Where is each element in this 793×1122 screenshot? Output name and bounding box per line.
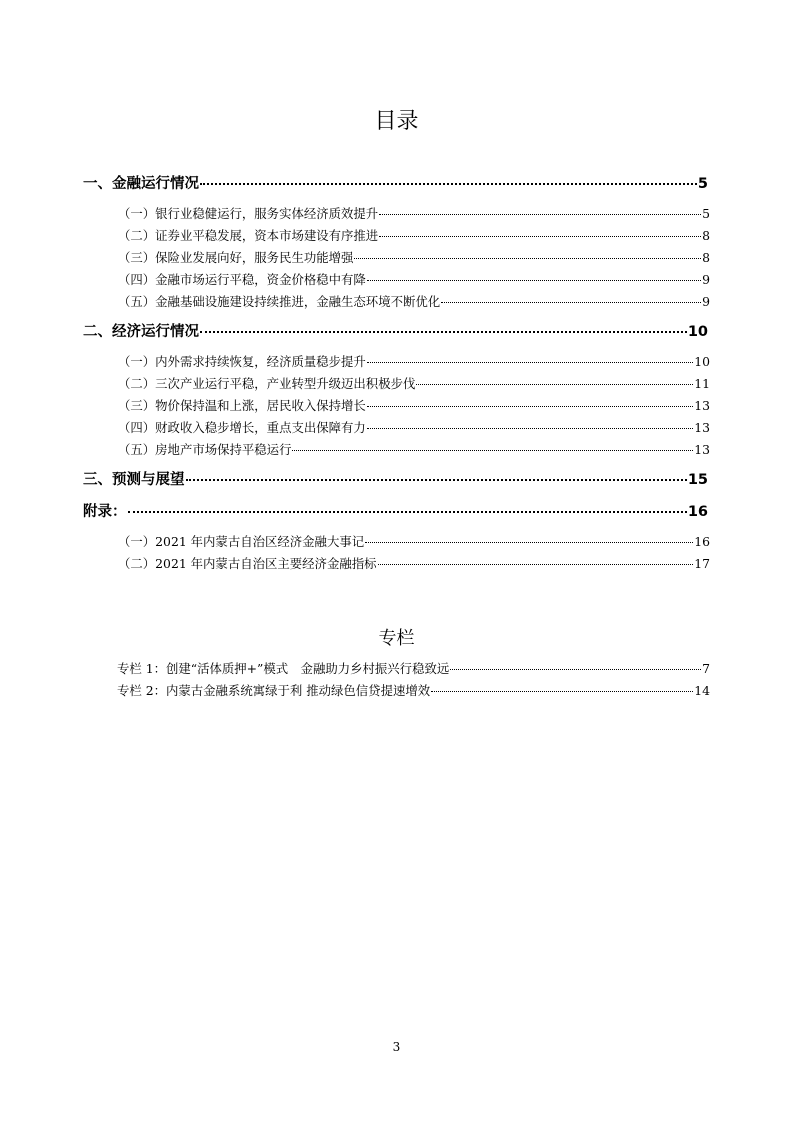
dot-leader bbox=[200, 331, 687, 333]
column-title: 专栏 bbox=[378, 628, 415, 649]
dot-leader bbox=[367, 362, 693, 363]
toc-item-2-4[interactable] bbox=[118, 418, 710, 436]
toc-section-3-page: 15 bbox=[687, 472, 708, 488]
toc-item-appendix-2[interactable] bbox=[118, 554, 710, 572]
toc-item-appendix-1-text: （一）2021 年内蒙古自治区经济金融大事记 bbox=[118, 534, 365, 549]
dot-leader bbox=[416, 384, 693, 385]
column-item-1[interactable] bbox=[117, 659, 710, 677]
toc-item-2-4-text: （四）财政收入稳步增长，重点支出保障有力 bbox=[118, 420, 366, 435]
toc-item-1-2-page: 8 bbox=[702, 228, 710, 243]
toc-item-2-4-page: 13 bbox=[694, 420, 710, 435]
toc-item-appendix-2-text: （二）2021 年内蒙古自治区主要经济金融指标 bbox=[118, 556, 377, 571]
toc-item-1-5-page: 9 bbox=[702, 294, 710, 309]
toc-section-1[interactable] bbox=[83, 172, 708, 193]
dot-leader bbox=[365, 542, 693, 543]
dot-leader bbox=[431, 691, 693, 692]
toc-section-3-text: 三、预测与展望 bbox=[83, 472, 185, 488]
toc-item-1-2-text: （二）证券业平稳发展，资本市场建设有序推进 bbox=[118, 228, 379, 243]
toc-item-1-3-text: （三）保险业发展向好，服务民生功能增强 bbox=[118, 250, 354, 265]
toc-item-1-1[interactable] bbox=[118, 204, 710, 222]
toc-item-2-1-page: 10 bbox=[694, 354, 710, 369]
toc-section-1-text: 一、金融运行情况 bbox=[83, 176, 199, 192]
toc-item-1-2[interactable] bbox=[118, 226, 710, 244]
dot-leader bbox=[379, 236, 701, 237]
toc-section-2[interactable] bbox=[83, 320, 708, 341]
toc-item-1-3-page: 8 bbox=[702, 250, 710, 265]
toc-section-1-page: 5 bbox=[697, 176, 708, 192]
toc-section-3[interactable] bbox=[83, 468, 708, 489]
toc-item-1-4-text: （四）金融市场运行平稳，资金价格稳中有降 bbox=[118, 272, 366, 287]
dot-leader bbox=[354, 258, 701, 259]
toc-item-appendix-1[interactable] bbox=[118, 532, 710, 550]
toc-item-1-5-text: （五）金融基础设施建设持续推进，金融生态环境不断优化 bbox=[118, 294, 441, 309]
dot-leader bbox=[128, 511, 687, 513]
column-item-1-page: 7 bbox=[702, 661, 710, 676]
dot-leader bbox=[367, 406, 693, 407]
dot-leader bbox=[378, 564, 694, 565]
dot-leader bbox=[292, 450, 693, 451]
column-item-2-page: 14 bbox=[694, 683, 710, 698]
dot-leader bbox=[367, 428, 693, 429]
dot-leader bbox=[186, 479, 687, 481]
toc-item-2-1-text: （一）内外需求持续恢复，经济质量稳步提升 bbox=[118, 354, 366, 369]
toc-item-1-1-page: 5 bbox=[702, 206, 710, 221]
toc-item-1-4-page: 9 bbox=[702, 272, 710, 287]
toc-item-2-5-page: 13 bbox=[694, 442, 710, 457]
toc-section-appendix-page: 16 bbox=[687, 504, 708, 520]
toc-section-appendix[interactable] bbox=[83, 500, 708, 521]
toc-item-2-5[interactable] bbox=[118, 440, 710, 458]
toc-item-2-2-page: 11 bbox=[694, 376, 710, 391]
column-item-2[interactable] bbox=[117, 681, 710, 699]
toc-section-appendix-text: 附录： bbox=[83, 504, 127, 520]
column-item-2-text: 专栏 2：内蒙古金融系统寓绿于利 推动绿色信贷提速增效 bbox=[117, 683, 431, 698]
toc-item-2-2-text: （二）三次产业运行平稳，产业转型升级迈出积极步伐 bbox=[118, 376, 416, 391]
toc-item-2-1[interactable] bbox=[118, 352, 710, 370]
toc-item-2-3[interactable] bbox=[118, 396, 710, 414]
dot-leader bbox=[367, 280, 701, 281]
toc-item-2-2[interactable] bbox=[118, 374, 710, 392]
toc-item-1-4[interactable] bbox=[118, 270, 710, 288]
dot-leader bbox=[450, 669, 701, 670]
toc-item-1-5[interactable] bbox=[118, 292, 710, 310]
dot-leader bbox=[441, 302, 701, 303]
dot-leader bbox=[379, 214, 701, 215]
toc-item-appendix-2-page: 17 bbox=[694, 556, 710, 571]
toc-item-appendix-1-page: 16 bbox=[694, 534, 710, 549]
toc-item-1-1-text: （一）银行业稳健运行，服务实体经济质效提升 bbox=[118, 206, 379, 221]
dot-leader bbox=[200, 183, 697, 185]
toc-section-2-text: 二、经济运行情况 bbox=[83, 324, 199, 340]
column-item-1-text: 专栏 1：创建“活体质押+”模式 金融助力乡村振兴行稳致远 bbox=[117, 661, 450, 676]
toc-title: 目录 bbox=[374, 109, 419, 134]
toc-item-2-3-page: 13 bbox=[694, 398, 710, 413]
toc-section-2-page: 10 bbox=[687, 324, 708, 340]
toc-item-1-3[interactable] bbox=[118, 248, 710, 266]
toc-item-2-3-text: （三）物价保持温和上涨，居民收入保持增长 bbox=[118, 398, 366, 413]
page-number: 3 bbox=[392, 1040, 401, 1054]
toc-item-2-5-text: （五）房地产市场保持平稳运行 bbox=[118, 442, 292, 457]
